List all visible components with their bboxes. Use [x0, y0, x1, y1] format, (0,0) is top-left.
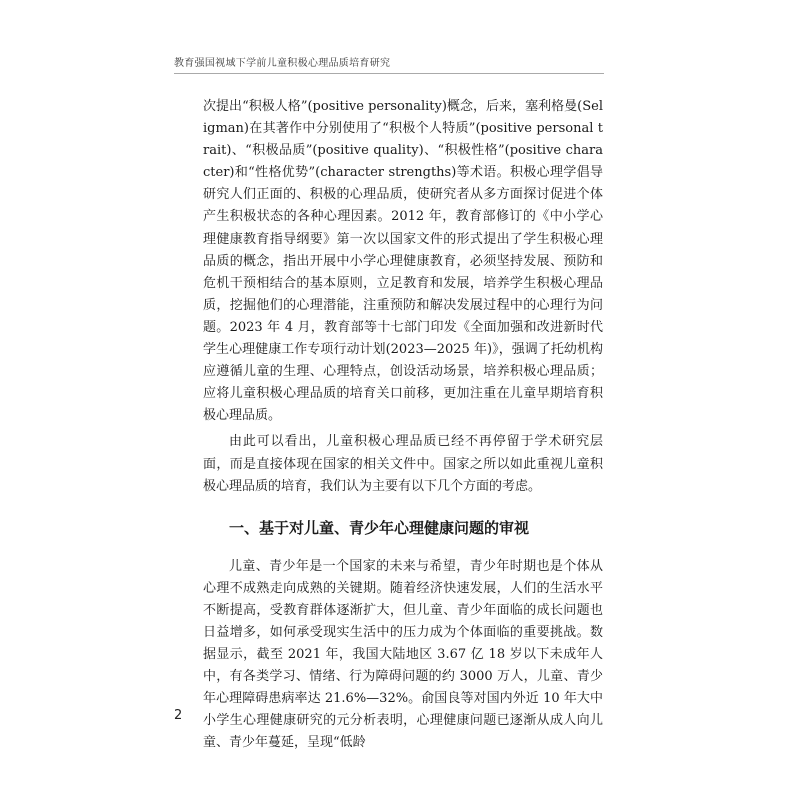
paragraph-section-body: 儿童、青少年是一个国家的未来与希望，青少年时期也是个体从心理不成熟走向成熟的关键期。随着经济快速发展，人们的生活水平不断提高，受教育群体逐渐扩大，但儿童、青少年面临的成长问题也日益增多，如何承受现实生活中的压力成为个体面临的重要挑战。数据显示，截至 2021 年，我国大陆地区 3.67 亿 18 岁以下未成年人中，有各类学习、情绪、行为障碍问题的约 3000 万人，儿童、青少年心理障碍患病率达 21.6%—32%。俞国良等对国内外近 10 年大中小学生心理健康研究的元分析表明，心理健康问题已逐渐从成人向儿童、青少年蔓延，呈现“低龄	[203, 558, 603, 751]
section-heading: 一、基于对儿童、青少年心理健康问题的审视	[229, 518, 530, 537]
paragraph-continued: 次提出“积极人格”(positive personality)概念，后来，塞利格曼(Seligman)在其著作中分别使用了“积极个人特质”(positive personal trait)、“积极品质”(positive quality)、“积极性格”(positive character)和“性格优势”(character strengths)等术语。积极心理学倡导研究人们正面的、积极的心理品质，使研究者从多方面探讨促进个体产生积极状态的各种心理因素。2012 年，教育部修订的《中小学心理健康教育指导纲要》第一次以国家文件的形式提出了学生积极心理品质的概念，指出开展中小学心理健康教育，必须坚持发展、预防和危机干预相结合的基本原则，立足教育和发展，培养学生积极心理品质，挖掘他们的心理潜能，注重预防和解决发展过程中的心理行为问题。2023 年 4 月，教育部等十七部门印发《全面加强和改进新时代学生心理健康工作专项行动计划(2023—2025 年)》，强调了托幼机构应遵循儿童的生理、心理特点，创设活动场景，培养积极心理品质；应将儿童积极心理品质的培育关口前移，更加注重在儿童早期培育积极心理品质。	[203, 99, 603, 424]
paragraph-summary: 由此可以看出，儿童积极心理品质已经不再停留于学术研究层面，而是直接体现在国家的相关文件中。国家之所以如此重视儿童积极心理品质的培育，我们认为主要有以下几个方面的考虑。	[203, 434, 603, 494]
body-text	[203, 96, 603, 755]
page-number: 2	[174, 708, 183, 723]
header-rule	[174, 73, 604, 74]
running-head: 教育强国视域下学前儿童积极心理品质培育研究	[174, 58, 391, 69]
